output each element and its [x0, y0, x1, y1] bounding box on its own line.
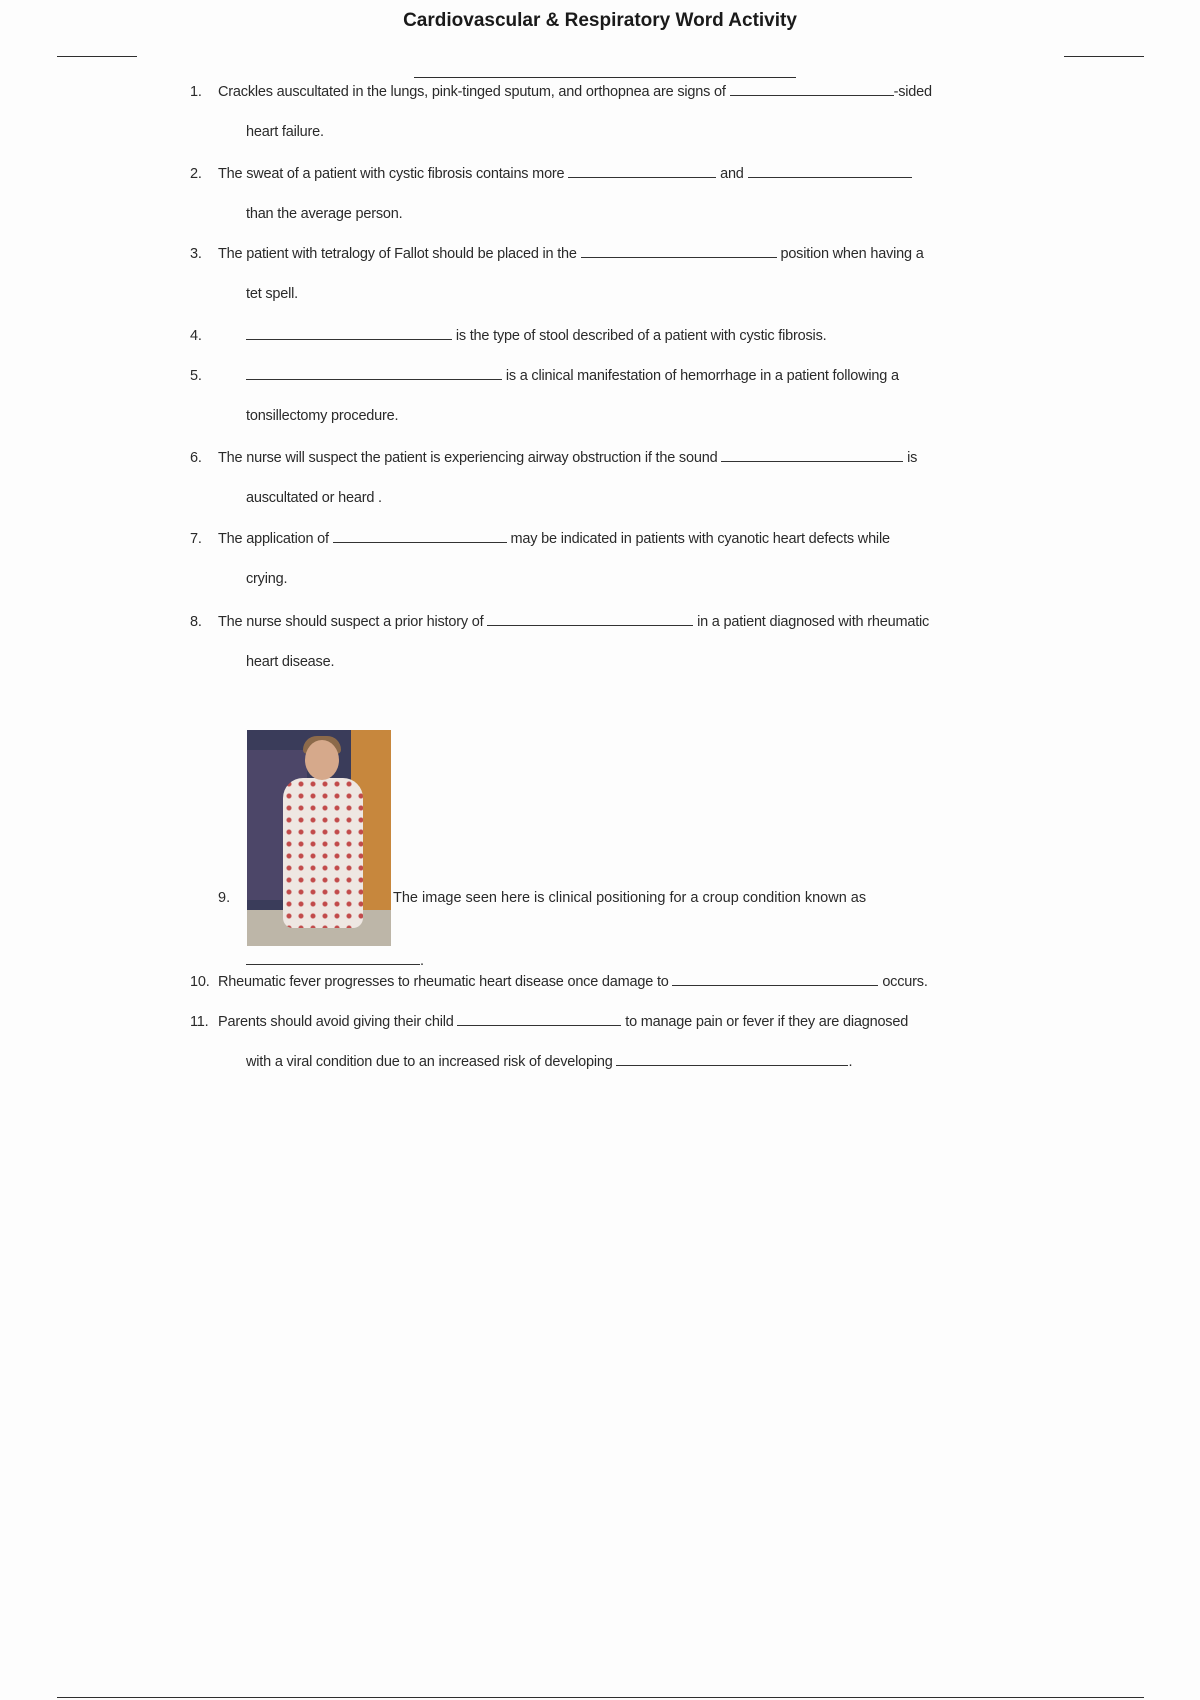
question-10 [190, 962, 1018, 1002]
question-text: is a clinical manifestation of hemorrhage in a patient following a [502, 368, 899, 384]
question-6 [190, 438, 1018, 518]
answer-blank[interactable] [721, 447, 903, 462]
question-text: tet spell. [246, 286, 298, 302]
question-text: Crackles auscultated in the lungs, pink-tinged sputum, and orthopnea are signs of [218, 84, 730, 100]
question-5 [190, 356, 1018, 436]
question-text: The sweat of a patient with cystic fibrosis contains more [218, 166, 569, 182]
answer-blank[interactable] [616, 1051, 848, 1066]
question-number: 11. [190, 1014, 209, 1030]
question-4 [190, 316, 1018, 356]
answer-blank[interactable] [246, 325, 452, 340]
answer-blank[interactable] [457, 1011, 621, 1026]
answer-blank[interactable] [672, 971, 878, 986]
question-text: The application of [218, 531, 333, 547]
question-text: tonsillectomy procedure. [246, 408, 399, 424]
question-number: 8. [190, 614, 202, 630]
question-2 [190, 154, 1018, 234]
question-text: with a viral condition due to an increased risk of developing [246, 1054, 617, 1070]
question-7 [190, 519, 1018, 599]
question-text: The nurse will suspect the patient is experiencing airway obstruction if the sound [218, 450, 722, 466]
question-text: crying. [246, 571, 288, 587]
answer-blank[interactable] [487, 611, 693, 626]
header-rule-left [57, 56, 137, 57]
question-number: 9. [218, 890, 231, 906]
question-text: than the average person. [246, 206, 403, 222]
question-text: in a patient diagnosed with rheumatic [693, 614, 930, 630]
question-number: 7. [190, 531, 202, 547]
answer-blank[interactable] [748, 163, 912, 178]
question-text: The image seen here is clinical positioning for a croup condition known as [393, 890, 867, 906]
question-text: Rheumatic fever progresses to rheumatic heart disease once damage to [218, 974, 673, 990]
answer-blank[interactable] [246, 365, 502, 380]
question-text: heart failure. [246, 124, 324, 140]
question-number: 3. [190, 246, 202, 262]
question-1 [190, 72, 1018, 152]
question-number: 1. [190, 84, 202, 100]
answer-blank[interactable] [333, 528, 507, 543]
question-text: auscultated or heard . [246, 490, 382, 506]
question-text: . [848, 1054, 853, 1070]
question-text: The nurse should suspect a prior history of [218, 614, 488, 630]
question-text: position when having a [776, 246, 924, 262]
question-text: occurs. [878, 974, 928, 990]
question-text: -sided [893, 84, 932, 100]
question-number: 2. [190, 166, 202, 182]
question-text: may be indicated in patients with cyanotic heart defects while [506, 531, 890, 547]
question-3 [190, 234, 1018, 314]
question-text: and [716, 166, 748, 182]
question-text: is the type of stool described of a patient with cystic fibrosis. [452, 328, 827, 344]
question-number: 4. [190, 328, 202, 344]
question-number: 10. [190, 974, 210, 990]
answer-blank[interactable] [730, 81, 894, 96]
question-11 [190, 1002, 1018, 1082]
question-8 [190, 602, 1018, 682]
question-text: is [903, 450, 918, 466]
patient-photo [247, 730, 391, 946]
question-text: to manage pain or fever if they are diagnosed [621, 1014, 909, 1030]
question-text: . [420, 953, 425, 969]
answer-blank[interactable] [581, 243, 777, 258]
footer-rule [57, 1697, 1144, 1698]
question-number: 6. [190, 450, 202, 466]
header-rule-right [1064, 56, 1144, 57]
question-text: The patient with tetralogy of Fallot should be placed in the [218, 246, 581, 262]
answer-blank[interactable] [568, 163, 716, 178]
question-number: 5. [190, 368, 202, 384]
question-text: Parents should avoid giving their child [218, 1014, 458, 1030]
question-text: heart disease. [246, 654, 335, 670]
document-title: Cardiovascular & Respiratory Word Activity [403, 10, 797, 31]
